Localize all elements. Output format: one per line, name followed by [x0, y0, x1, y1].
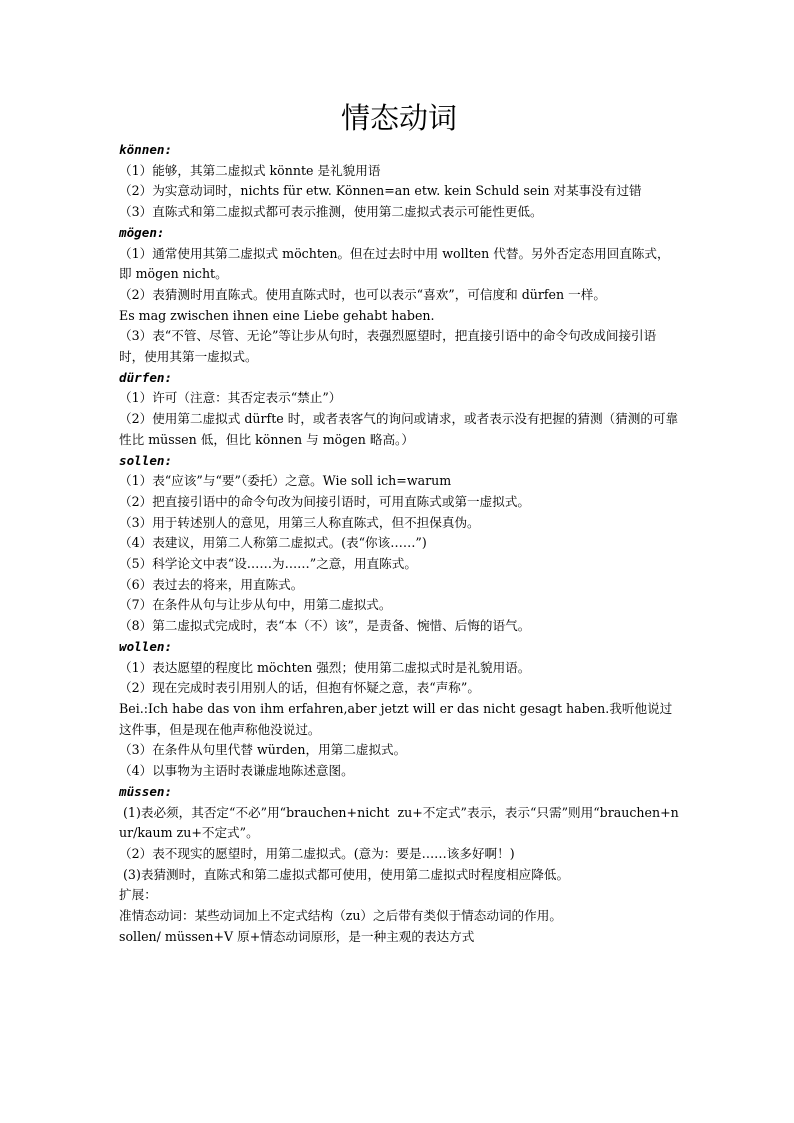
verb-section	[119, 140, 679, 223]
section-line: Es mag zwischen ihnen eine Liebe gehabt haben.	[119, 307, 435, 323]
section-line: （1）能够，其第二虚拟式 könnte 是礼貌用语	[119, 162, 381, 178]
verb-section	[119, 223, 679, 368]
verb-section	[119, 637, 679, 782]
section-line: （7）在条件从句与让步从句中，用第二虚拟式。	[119, 597, 392, 613]
document-page	[119, 96, 679, 947]
section-line: （2）表不现实的愿望时，用第二虚拟式。(意为：要是……该多好啊！)	[119, 845, 515, 861]
section-line: (1)表必须，其否定“不必”用“brauchen+nicht zu+不定式”表示，表示“只需”则用“brauchen+nur/kaum zu+不定式”。	[119, 804, 679, 841]
extension-label: 扩展：	[119, 887, 157, 903]
section-line: （3）在条件从句里代替 würden，用第二虚拟式。	[119, 742, 407, 758]
section-line: （3）直陈式和第二虚拟式都可表示推测，使用第二虚拟式表示可能性更低。	[119, 204, 543, 220]
extension-line: sollen/ müssen+V 原+情态动词原形，是一种主观的表达方式	[119, 928, 475, 944]
extension-lines	[119, 906, 679, 947]
section-line: （3）用于转述别人的意见，用第三人称直陈式，但不担保真伪。	[119, 514, 480, 530]
section-line: （2）把直接引语中的命令句改为间接引语时，可用直陈式或第一虚拟式。	[119, 493, 531, 509]
section-line: （4）以事物为主语时表谦虚地陈述意图。	[119, 763, 354, 779]
section-heading: wollen:	[119, 638, 173, 654]
section-heading: mögen:	[119, 224, 165, 240]
section-line: （5）科学论文中表“设……为……”之意，用直陈式。	[119, 556, 417, 572]
sections-container	[119, 140, 679, 885]
section-line: （3）表“不管、尽管、无论”等让步从句时，表强烈愿望时，把直接引语中的命令句改成间接引语时，使用其第一虚拟式。	[119, 328, 657, 365]
section-line: （1）表“应该”与“要”（委托）之意。Wie soll ich=warum	[119, 473, 452, 489]
section-line: （6）表过去的将来，用直陈式。	[119, 576, 304, 592]
section-line: （2）使用第二虚拟式 dürfte 时，或者表客气的询问或请求，或者表示没有把握的猜测（猜测的可靠性比 müssen 低，但比 können 与 mögen 略高。）	[119, 411, 679, 447]
section-heading: können:	[119, 142, 173, 157]
section-line: （2）现在完成时表引用别人的话，但抱有怀疑之意，表“声称”。	[119, 680, 480, 696]
extension-line: 准情态动词：某些动词加上不定式结构（zu）之后带有类似于情态动词的作用。	[119, 908, 562, 924]
section-line: （1）通常使用其第二虚拟式 möchten。但在过去时中用 wollten 代替。另外否定态用回直陈式，即 mögen nicht。	[119, 245, 670, 282]
section-heading: müssen:	[119, 783, 173, 799]
verb-section	[119, 451, 679, 637]
extension-section	[119, 885, 679, 947]
section-line: （1）表达愿望的程度比 möchten 强烈；使用第二虚拟式时是礼貌用语。	[119, 659, 531, 675]
verb-section	[119, 782, 679, 886]
section-heading: sollen:	[119, 452, 173, 468]
section-line: （2）表猜测时用直陈式。使用直陈式时，也可以表示“喜欢”，可信度和 dürfen 一样。	[119, 286, 606, 302]
section-line: （2）为实意动词时，nichts für etw. Können=an etw. kein Schuld sein 对某事没有过错	[119, 183, 642, 199]
section-line: （1）许可（注意：其否定表示“禁止”）	[119, 390, 342, 406]
section-line: （4）表建议，用第二人称第二虚拟式。(表“你该……”)	[119, 535, 427, 551]
section-line: Bei.:Ich habe das von ihm erfahren,aber jetzt will er das nicht gesagt haben.我听他说过这件事，但是现在他声称他没说过。	[119, 700, 673, 737]
section-heading: dürfen:	[119, 369, 173, 385]
section-line: (3)表猜测时，直陈式和第二虚拟式都可使用，使用第二虚拟式时程度相应降低。	[119, 866, 570, 882]
document-title: 情态动词	[340, 101, 457, 135]
section-line: （8）第二虚拟式完成时，表“本（不）该”，是责备、惋惜、后悔的语气。	[119, 618, 531, 634]
verb-section	[119, 368, 679, 451]
